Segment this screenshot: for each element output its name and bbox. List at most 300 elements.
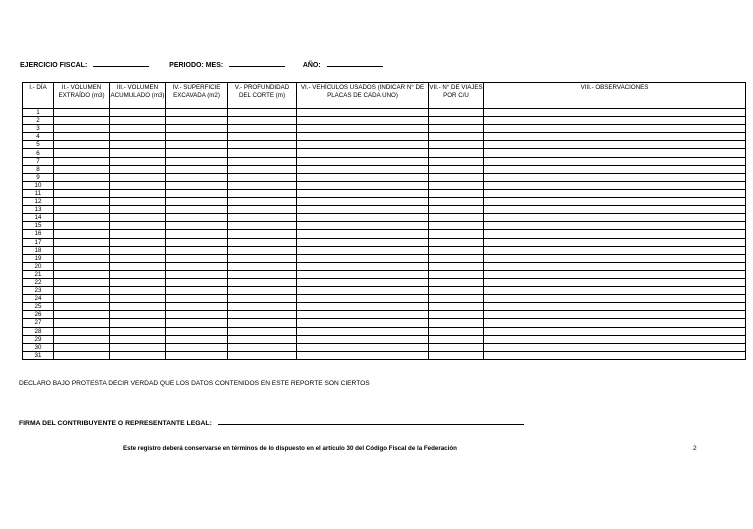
table-cell[interactable] (110, 214, 166, 222)
table-cell[interactable] (166, 246, 228, 254)
table-row (23, 206, 746, 214)
table-cell[interactable] (484, 214, 746, 222)
table-cell[interactable] (54, 157, 110, 165)
table-cell[interactable] (429, 262, 484, 270)
table-row (23, 181, 746, 189)
table-cell[interactable] (429, 165, 484, 173)
table-cell[interactable] (228, 230, 297, 238)
signature-section (19, 420, 524, 427)
table-cell[interactable] (228, 214, 297, 222)
table-cell[interactable] (484, 189, 746, 197)
table-cell[interactable] (228, 165, 297, 173)
day-number: 20 (23, 262, 54, 270)
table-cell[interactable] (110, 287, 166, 295)
table-cell[interactable] (110, 295, 166, 303)
day-number: 8 (23, 165, 54, 173)
table-cell[interactable] (297, 117, 429, 125)
table-cell[interactable] (484, 125, 746, 133)
table-cell[interactable] (297, 287, 429, 295)
table-cell[interactable] (110, 165, 166, 173)
table-cell[interactable] (54, 262, 110, 270)
table-cell[interactable] (429, 287, 484, 295)
table-row (23, 254, 746, 262)
table-cell[interactable] (166, 335, 228, 343)
table-cell[interactable] (228, 181, 297, 189)
table-cell[interactable] (484, 117, 746, 125)
table-cell[interactable] (54, 270, 110, 278)
table-cell[interactable] (429, 198, 484, 206)
table-cell[interactable] (484, 351, 746, 359)
table-cell[interactable] (429, 206, 484, 214)
table-cell[interactable] (166, 311, 228, 319)
table-cell[interactable] (166, 117, 228, 125)
table-cell[interactable] (54, 141, 110, 149)
table-cell[interactable] (429, 189, 484, 197)
table-cell[interactable] (429, 214, 484, 222)
anio-label: AÑO: (302, 62, 321, 69)
table-cell[interactable] (484, 133, 746, 141)
column-header: II.- VOLUMEN EXTRAÍDO (m3) (54, 83, 110, 109)
table-cell[interactable] (297, 157, 429, 165)
table-cell[interactable] (166, 133, 228, 141)
column-header: IV.- SUPERFICIE EXCAVADA (m2) (166, 83, 228, 109)
table-cell[interactable] (54, 125, 110, 133)
table-cell[interactable] (228, 157, 297, 165)
table-cell[interactable] (54, 246, 110, 254)
day-number: 13 (23, 206, 54, 214)
table-cell[interactable] (54, 278, 110, 286)
table-cell[interactable] (297, 270, 429, 278)
table-cell[interactable] (166, 214, 228, 222)
table-cell[interactable] (54, 254, 110, 262)
table-cell[interactable] (228, 303, 297, 311)
table-cell[interactable] (110, 198, 166, 206)
table-cell[interactable] (110, 109, 166, 117)
footer-note: Este registro deberá conservarse en términos de lo dispuesto en el artículo 30 del Código Fiscal de la Federación (123, 445, 457, 452)
day-number: 17 (23, 238, 54, 246)
table-cell[interactable] (429, 230, 484, 238)
table-cell[interactable] (228, 149, 297, 157)
table-row (23, 287, 746, 295)
table-cell[interactable] (228, 343, 297, 351)
table-cell[interactable] (484, 109, 746, 117)
table-cell[interactable] (110, 117, 166, 125)
table-cell[interactable] (297, 254, 429, 262)
table-row (23, 278, 746, 286)
table-cell[interactable] (110, 125, 166, 133)
column-header: VI.- VEHÍCULOS USADOS (INDICAR N° DE PLACAS DE CADA UNO) (297, 83, 429, 109)
table-cell[interactable] (297, 109, 429, 117)
table-cell[interactable] (166, 230, 228, 238)
table-cell[interactable] (110, 149, 166, 157)
table-cell[interactable] (228, 125, 297, 133)
table-cell[interactable] (110, 141, 166, 149)
table-cell[interactable] (484, 270, 746, 278)
table-cell[interactable] (484, 287, 746, 295)
table-cell[interactable] (54, 181, 110, 189)
table-cell[interactable] (429, 222, 484, 230)
table-cell[interactable] (429, 149, 484, 157)
day-number: 11 (23, 189, 54, 197)
column-header: I.- DÍA (23, 83, 54, 109)
table-cell[interactable] (429, 238, 484, 246)
table-row (23, 125, 746, 133)
table-cell[interactable] (54, 206, 110, 214)
table-cell[interactable] (54, 149, 110, 157)
table-cell[interactable] (297, 351, 429, 359)
table-cell[interactable] (166, 141, 228, 149)
table-cell[interactable] (110, 206, 166, 214)
table-cell[interactable] (484, 181, 746, 189)
day-number: 15 (23, 222, 54, 230)
signature-line[interactable] (218, 424, 524, 425)
table-cell[interactable] (297, 238, 429, 246)
table-cell[interactable] (297, 303, 429, 311)
table-cell[interactable] (429, 303, 484, 311)
table-cell[interactable] (429, 109, 484, 117)
table-cell[interactable] (228, 262, 297, 270)
table-cell[interactable] (228, 133, 297, 141)
table-cell[interactable] (484, 198, 746, 206)
table-row (23, 303, 746, 311)
day-number: 31 (23, 351, 54, 359)
table-cell[interactable] (166, 327, 228, 335)
table-cell[interactable] (166, 189, 228, 197)
table-row (23, 343, 746, 351)
table-cell[interactable] (54, 335, 110, 343)
table-cell[interactable] (110, 230, 166, 238)
table-cell[interactable] (297, 295, 429, 303)
table-cell[interactable] (110, 303, 166, 311)
table-row (23, 157, 746, 165)
table-cell[interactable] (484, 149, 746, 157)
table-cell[interactable] (166, 270, 228, 278)
table-cell[interactable] (54, 117, 110, 125)
table-row (23, 246, 746, 254)
table-row (23, 109, 746, 117)
table-cell[interactable] (228, 222, 297, 230)
table-cell[interactable] (429, 270, 484, 278)
day-number: 7 (23, 157, 54, 165)
table-cell[interactable] (166, 206, 228, 214)
table-cell[interactable] (110, 319, 166, 327)
table-cell[interactable] (110, 270, 166, 278)
table-cell[interactable] (484, 311, 746, 319)
table-cell[interactable] (110, 181, 166, 189)
declaration-text: DECLARO BAJO PROTESTA DECIR VERDAD QUE LOS DATOS CONTENIDOS EN ESTE REPORTE SON CIERTOS (19, 380, 370, 387)
table-cell[interactable] (429, 173, 484, 181)
table-cell[interactable] (110, 222, 166, 230)
table-cell[interactable] (54, 295, 110, 303)
form-header (20, 62, 383, 69)
periodo-mes-label: PERIODO: MES: (169, 62, 224, 69)
day-number: 18 (23, 246, 54, 254)
table-cell[interactable] (228, 246, 297, 254)
table-row (23, 335, 746, 343)
table-cell[interactable] (297, 311, 429, 319)
table-cell[interactable] (54, 222, 110, 230)
table-cell[interactable] (110, 133, 166, 141)
table-cell[interactable] (110, 262, 166, 270)
table-cell[interactable] (110, 238, 166, 246)
table-cell[interactable] (484, 254, 746, 262)
table-header-row (23, 83, 746, 109)
table-cell[interactable] (54, 109, 110, 117)
day-number: 6 (23, 149, 54, 157)
table-cell[interactable] (297, 246, 429, 254)
table-cell[interactable] (228, 206, 297, 214)
ejercicio-fiscal-field[interactable] (93, 66, 149, 67)
table-cell[interactable] (228, 335, 297, 343)
table-row (23, 270, 746, 278)
day-number: 1 (23, 109, 54, 117)
column-header: V.- PROFUNDIDAD DEL CORTE (m) (228, 83, 297, 109)
day-number: 2 (23, 117, 54, 125)
table-cell[interactable] (429, 295, 484, 303)
table-cell[interactable] (228, 311, 297, 319)
table-cell[interactable] (429, 311, 484, 319)
table-cell[interactable] (166, 157, 228, 165)
day-number: 26 (23, 311, 54, 319)
table-cell[interactable] (110, 351, 166, 359)
table-cell[interactable] (484, 278, 746, 286)
table-row (23, 149, 746, 157)
periodo-mes-field[interactable] (229, 66, 285, 67)
table-cell[interactable] (228, 287, 297, 295)
table-cell[interactable] (54, 133, 110, 141)
day-number: 12 (23, 198, 54, 206)
table-cell[interactable] (429, 181, 484, 189)
table-cell[interactable] (166, 181, 228, 189)
table-cell[interactable] (484, 173, 746, 181)
table-cell[interactable] (228, 117, 297, 125)
table-cell[interactable] (110, 327, 166, 335)
table-cell[interactable] (429, 157, 484, 165)
table-row (23, 311, 746, 319)
table-cell[interactable] (54, 287, 110, 295)
table-row (23, 214, 746, 222)
table-cell[interactable] (484, 157, 746, 165)
day-number: 23 (23, 287, 54, 295)
table-cell[interactable] (228, 189, 297, 197)
table-cell[interactable] (484, 141, 746, 149)
signature-label: FIRMA DEL CONTRIBUYENTE O REPRESENTANTE LEGAL: (19, 420, 212, 427)
daily-log-table (22, 82, 746, 360)
table-cell[interactable] (110, 246, 166, 254)
column-header: VII.- N° DE VIAJES POR C/U (429, 83, 484, 109)
table-row (23, 189, 746, 197)
day-number: 3 (23, 125, 54, 133)
table-cell[interactable] (228, 109, 297, 117)
table-cell[interactable] (166, 303, 228, 311)
table-row (23, 133, 746, 141)
table-cell[interactable] (297, 198, 429, 206)
anio-field[interactable] (327, 66, 383, 67)
table-cell[interactable] (110, 254, 166, 262)
table-cell[interactable] (297, 214, 429, 222)
table-cell[interactable] (166, 343, 228, 351)
table-cell[interactable] (166, 287, 228, 295)
table-cell[interactable] (429, 327, 484, 335)
table-cell[interactable] (54, 351, 110, 359)
table-cell[interactable] (484, 327, 746, 335)
table-cell[interactable] (297, 133, 429, 141)
table-cell[interactable] (110, 173, 166, 181)
table-cell[interactable] (429, 319, 484, 327)
table-cell[interactable] (429, 254, 484, 262)
table-cell[interactable] (429, 335, 484, 343)
table-cell[interactable] (166, 149, 228, 157)
table-body (23, 109, 746, 360)
day-number: 27 (23, 319, 54, 327)
day-number: 9 (23, 173, 54, 181)
table-cell[interactable] (484, 262, 746, 270)
table-cell[interactable] (54, 165, 110, 173)
table-cell[interactable] (54, 230, 110, 238)
table-cell[interactable] (429, 246, 484, 254)
table-cell[interactable] (54, 311, 110, 319)
table-cell[interactable] (228, 141, 297, 149)
table-cell[interactable] (297, 222, 429, 230)
table-cell[interactable] (166, 165, 228, 173)
table-cell[interactable] (484, 230, 746, 238)
table-cell[interactable] (484, 343, 746, 351)
table-row (23, 173, 746, 181)
table-cell[interactable] (297, 206, 429, 214)
table-cell[interactable] (297, 335, 429, 343)
table-cell[interactable] (429, 117, 484, 125)
table-cell[interactable] (297, 343, 429, 351)
table-cell[interactable] (166, 173, 228, 181)
table-row (23, 230, 746, 238)
table-cell[interactable] (484, 238, 746, 246)
table-cell[interactable] (429, 343, 484, 351)
table-cell[interactable] (429, 125, 484, 133)
table-row (23, 141, 746, 149)
day-number: 22 (23, 278, 54, 286)
table-cell[interactable] (484, 335, 746, 343)
table-cell[interactable] (228, 173, 297, 181)
table-cell[interactable] (297, 149, 429, 157)
table-cell[interactable] (297, 181, 429, 189)
table-cell[interactable] (429, 133, 484, 141)
table-cell[interactable] (166, 109, 228, 117)
column-header: VIII.- OBSERVACIONES (484, 83, 746, 109)
day-number: 4 (23, 133, 54, 141)
table-row (23, 319, 746, 327)
table-row (23, 222, 746, 230)
table-cell[interactable] (297, 278, 429, 286)
table-cell[interactable] (297, 327, 429, 335)
table-cell[interactable] (484, 303, 746, 311)
table-cell[interactable] (166, 319, 228, 327)
table-cell[interactable] (297, 173, 429, 181)
table-cell[interactable] (166, 278, 228, 286)
table-row (23, 351, 746, 359)
table-cell[interactable] (228, 319, 297, 327)
table-cell[interactable] (228, 254, 297, 262)
day-number: 25 (23, 303, 54, 311)
table-cell[interactable] (166, 222, 228, 230)
table-cell[interactable] (54, 303, 110, 311)
table-row (23, 198, 746, 206)
table-cell[interactable] (166, 125, 228, 133)
table-cell[interactable] (429, 278, 484, 286)
table-cell[interactable] (166, 238, 228, 246)
table-cell[interactable] (110, 311, 166, 319)
table-cell[interactable] (297, 262, 429, 270)
table-cell[interactable] (166, 351, 228, 359)
table-cell[interactable] (484, 165, 746, 173)
table-row (23, 295, 746, 303)
day-number: 19 (23, 254, 54, 262)
table-cell[interactable] (54, 327, 110, 335)
day-number: 14 (23, 214, 54, 222)
table-cell[interactable] (228, 327, 297, 335)
column-header: III.- VOLUMEN ACUMULADO (m3) (110, 83, 166, 109)
table-row (23, 327, 746, 335)
table-cell[interactable] (54, 198, 110, 206)
day-number: 24 (23, 295, 54, 303)
table-cell[interactable] (297, 141, 429, 149)
table-cell[interactable] (297, 125, 429, 133)
table-cell[interactable] (54, 238, 110, 246)
table-cell[interactable] (110, 343, 166, 351)
table-cell[interactable] (484, 295, 746, 303)
table-row (23, 117, 746, 125)
table-cell[interactable] (484, 206, 746, 214)
table-cell[interactable] (166, 262, 228, 270)
day-number: 10 (23, 181, 54, 189)
table-cell[interactable] (484, 222, 746, 230)
table-cell[interactable] (110, 157, 166, 165)
table-cell[interactable] (166, 295, 228, 303)
table-cell[interactable] (297, 189, 429, 197)
ejercicio-fiscal-label: EJERCICIO FISCAL: (20, 62, 88, 69)
table-cell[interactable] (228, 295, 297, 303)
table-cell[interactable] (297, 319, 429, 327)
table-cell[interactable] (228, 278, 297, 286)
table-cell[interactable] (228, 351, 297, 359)
table-row (23, 262, 746, 270)
table-cell[interactable] (110, 335, 166, 343)
table-cell[interactable] (54, 173, 110, 181)
table-cell[interactable] (54, 319, 110, 327)
table-cell[interactable] (166, 254, 228, 262)
table-cell[interactable] (484, 246, 746, 254)
table-cell[interactable] (484, 319, 746, 327)
day-number: 29 (23, 335, 54, 343)
table-cell[interactable] (429, 141, 484, 149)
table-cell[interactable] (429, 351, 484, 359)
day-number: 28 (23, 327, 54, 335)
table-cell[interactable] (228, 198, 297, 206)
table-row (23, 238, 746, 246)
table-cell[interactable] (166, 198, 228, 206)
day-number: 5 (23, 141, 54, 149)
table-cell[interactable] (54, 214, 110, 222)
table-cell[interactable] (110, 278, 166, 286)
table-cell[interactable] (110, 189, 166, 197)
table-cell[interactable] (54, 189, 110, 197)
table-cell[interactable] (228, 270, 297, 278)
table-cell[interactable] (297, 165, 429, 173)
day-number: 16 (23, 230, 54, 238)
table-cell[interactable] (228, 238, 297, 246)
table-cell[interactable] (54, 343, 110, 351)
day-number: 21 (23, 270, 54, 278)
table-cell[interactable] (297, 230, 429, 238)
